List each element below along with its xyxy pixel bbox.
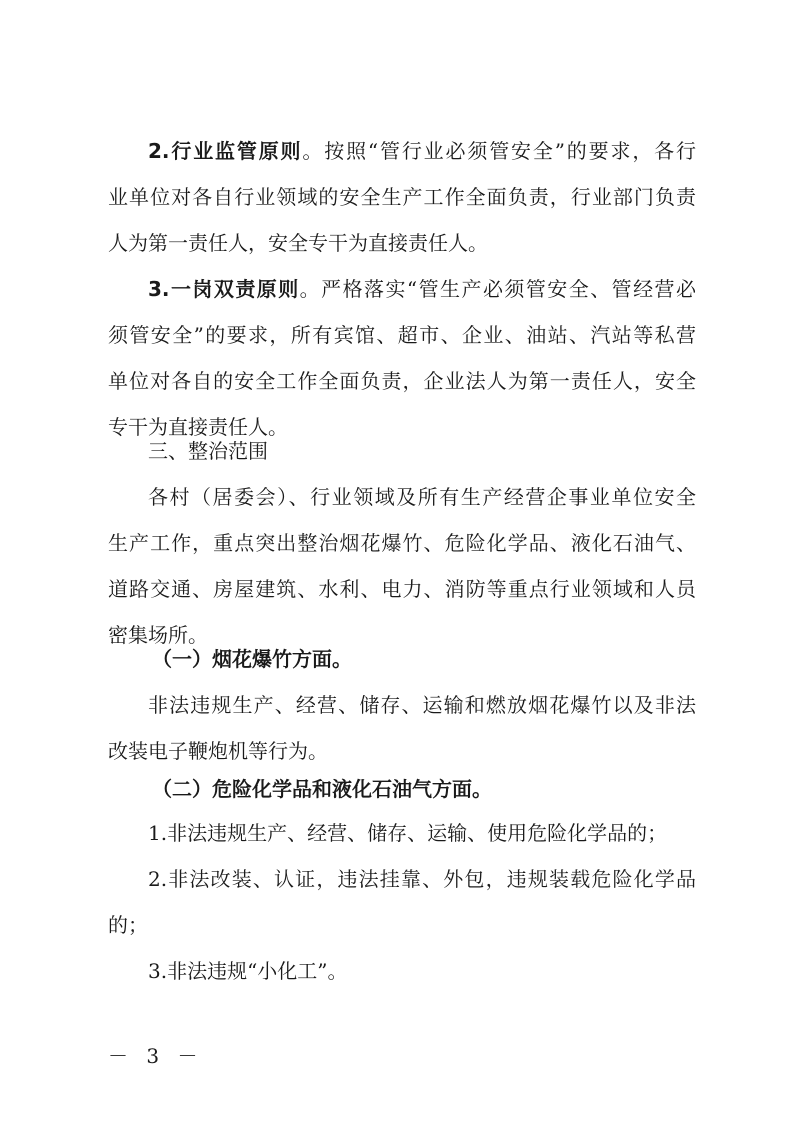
paragraph-industry-supervision: [108, 128, 696, 266]
paragraph-text: 密集场所。: [108, 623, 208, 647]
subsection-heading: （一）烟花爆竹方面。: [152, 647, 352, 671]
paragraph-text: 须管安全”的要求，所有宾馆、超市、企业、油站、汽站等私营: [108, 323, 696, 347]
list-item: 1.非法违规生产、经营、储存、运输、使用危险化学品的；: [148, 821, 668, 845]
principle-title: 2.行业监管原则: [148, 139, 303, 163]
list-item-continuation: 的；: [108, 913, 148, 937]
paragraph-fireworks: [108, 682, 696, 774]
paragraph-text: 业单位对各自行业领域的安全生产工作全面负责，行业部门负责: [108, 185, 696, 209]
page-number: － 3 －: [108, 1044, 204, 1068]
list-item: 2.非法改装、认证，违法挂靠、外包，违规装载危险化学品: [148, 867, 696, 891]
paragraph-text: 道路交通、房屋建筑、水利、电力、消防等重点行业领域和人员: [108, 577, 696, 601]
principle-title: 3.一岗双责原则: [148, 277, 300, 301]
paragraph-text: 改装电子鞭炮机等行为。: [108, 739, 328, 763]
paragraph-dual-responsibility: [108, 266, 696, 450]
section-heading-block: [108, 428, 696, 474]
subsection-heading: （二）危险化学品和液化石油气方面。: [152, 777, 492, 801]
paragraph-text: 单位对各自的安全工作全面负责，企业法人为第一责任人，安全: [108, 369, 696, 393]
subsection-heading-block: [108, 636, 696, 682]
hazardous-chemicals-list: [108, 810, 696, 994]
section-heading: 三、整治范围: [148, 439, 268, 463]
paragraph-text: 。按照“管行业必须管安全”的要求，各行: [302, 139, 696, 163]
subsection-heading-block: [108, 766, 696, 812]
list-item: 3.非法违规“小化工”。: [148, 959, 348, 983]
paragraph-scope: [108, 474, 696, 658]
paragraph-text: 专干为直接责任人。: [108, 415, 288, 439]
paragraph-text: 。严格落实“管生产必须管安全、管经营必: [299, 277, 696, 301]
paragraph-text: 人为第一责任人，安全专干为直接责任人。: [108, 231, 488, 255]
paragraph-text: 各村（居委会）、行业领域及所有生产经营企事业单位安全: [148, 485, 696, 509]
paragraph-text: 生产工作，重点突出整治烟花爆竹、危险化学品、液化石油气、: [108, 531, 696, 555]
paragraph-text: 非法违规生产、经营、储存、运输和燃放烟花爆竹以及非法: [148, 693, 696, 717]
